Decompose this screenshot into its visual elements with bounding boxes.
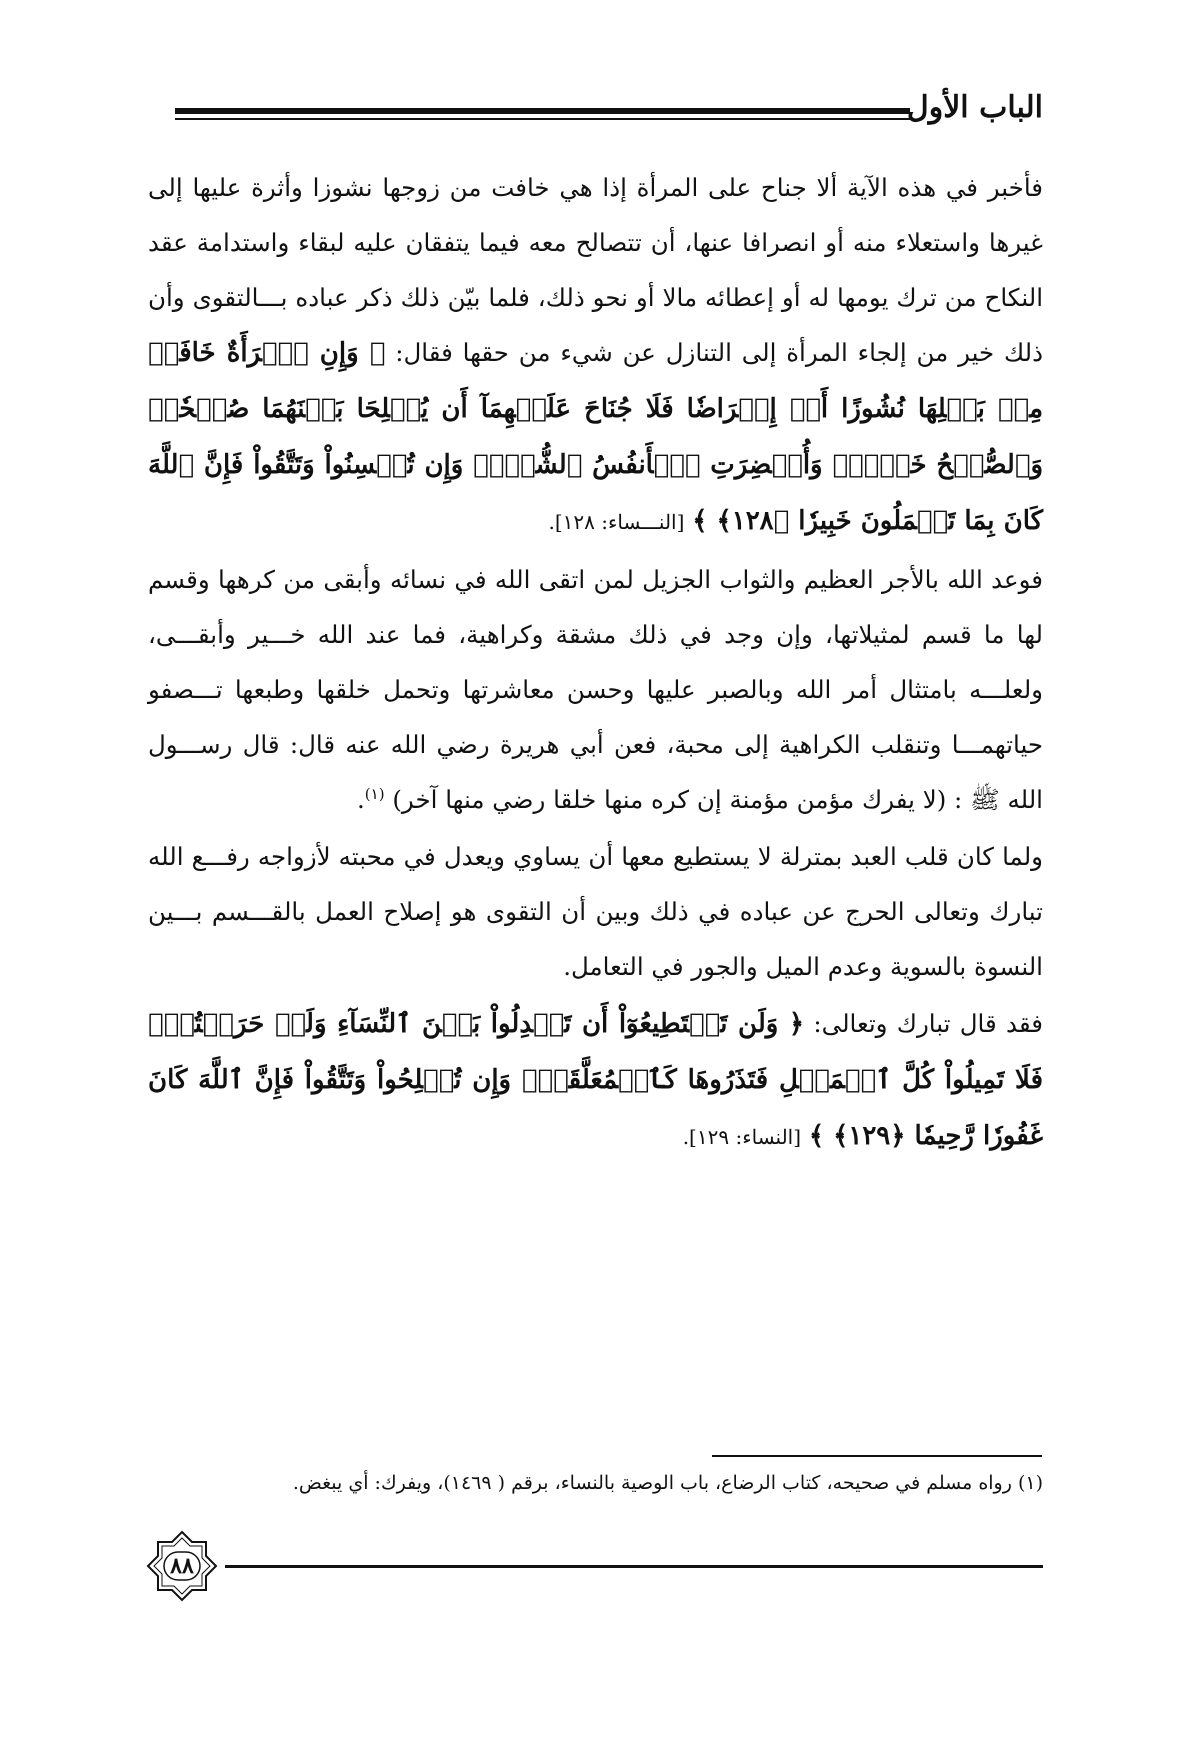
- chapter-title: الباب الأول: [906, 90, 1043, 125]
- paragraph-2: فوعد الله بالأجر العظيم والثواب الجزيل لمن اتقى الله في نسائه وأبقى من كرهها وقسم لها ما قسم لمثيلاتها، وإن وجد في ذلك مشقة وكراهية، فما عند الله خـــير وأبقـــى، ولعلـــه بامتثال أمر الله وبالصبر عليها وحسن معاشرتها وتحمل خلقها وطبعها تـــصفو حياتهمـــا وتنقلب الكراهية إلى محبة، فعن أبي هريرة رضي الله عنه قال: قال رســـول الله ﷺ : (لا يفرك مؤمن مؤمنة إن كره منها خلقا رضي منها آخر) $^{(١)}$.: [148, 565, 1043, 814]
- paragraph-3: [148, 829, 1043, 994]
- footnote-1: (١) رواه مسلم في صحيحه، كتاب الرضاع، باب الوصية بالنساء، برقم ( ١٤٦٩)، ويفرك: أي يبغض.: [292, 1472, 1043, 1494]
- paragraph-1: [148, 160, 1043, 550]
- page-number-badge: [146, 1530, 218, 1602]
- paragraph-1-text: فأخبر في هذه الآية ألا جناح على المرأة إذا هي خافت من زوجها نشوزا وأثرة عليها إلى غيرها واستعلاء منه أو انصرافا عنها، أن تتصالح معه فيما يتفقان عليه لبقاء واستدامة عقد النكاح من ترك يومها له أو إعطائه مالا أو نحو ذلك، فلما بيّن ذلك ذكر عباده بـــالتقوى وأن ذلك خير من إلجاء المرأة إلى التنازل عن شيء من حقها فقال:: [148, 173, 1043, 367]
- paragraph-4-text: فقد قال تبارك وتعالى:: [813, 1009, 1043, 1038]
- verse-reference-128: [النـــساء: ١٢٨].: [548, 510, 685, 534]
- paragraph-3-text: ولما كان قلب العبد بمترلة لا يستطيع معها أن يساوي ويعدل في محبته لأزواجه رفـــع الله تبارك وتعالى الحرج عن عباده في ذلك وبين أن التقوى هو إصلاح العمل بالقـــسم بـــين النسوة بالسوية وعدم الميل والجور في التعامل.: [148, 842, 1043, 981]
- footnote-marker[interactable]: (١): [364, 784, 385, 803]
- page-body: [148, 160, 1043, 1165]
- footer-rule: [225, 1565, 1043, 1568]
- header-rule-thin: [175, 118, 910, 120]
- paragraph-4: [148, 996, 1043, 1165]
- verse-reference-129: [النساء: ١٢٩].: [682, 1125, 802, 1149]
- quran-verse-128: ﴿ وَإِنِ ٱمۡرَأَةٌ خَافَتۡ مِنۢ بَعۡلِهَا نُشُوزًا أَوۡ إِعۡرَاضٗا فَلَا جُنَاحَ عَلَيۡهِمَآ أَن يُصۡلِحَا بَيۡنَهُمَا صُلۡحٗاۚ وَٱلصُّلۡحُ خَيۡرٞۗ وَأُحۡضِرَتِ ٱلۡأَنفُسُ ٱلشُّحَّۚ وَإِن تُحۡسِنُواْ وَتَتَّقُواْ فَإِنَّ ٱللَّهَ كَانَ بِمَا تَعۡمَلُونَ خَبِيرٗا ﴿١٢٨﴾ ﴾: [148, 338, 1043, 536]
- page-number: ٨٨: [170, 1553, 194, 1579]
- paragraph-2-text: فوعد الله بالأجر العظيم والثواب الجزيل لمن اتقى الله في نسائه وأبقى من كرهها وقسم لها ما قسم لمثيلاتها، وإن وجد في ذلك مشقة وكراهية، فما عند الله خـــير وأبقـــى، ولعلـــه بامتثال أمر الله وبالصبر عليها وحسن معاشرتها وتحمل خلقها وطبعها تـــصفو حياتهمـــا وتنقلب الكراهية إلى محبة، فعن أبي هريرة رضي الله عنه قال: قال رســـول الله ﷺ : (لا يفرك مؤمن مؤمنة إن كره منها خلقا رضي منها آخر): [148, 565, 1043, 814]
- quran-verse-129: ﴿ وَلَن تَسۡتَطِيعُوٓاْ أَن تَعۡدِلُواْ بَيۡنَ ٱلنِّسَآءِ وَلَوۡ حَرَصۡتُمۡۖ فَلَا تَمِيلُواْ كُلَّ ٱلۡمَيۡلِ فَتَذَرُوهَا كَٱلۡمُعَلَّقَةِۚ وَإِن تُصۡلِحُواْ وَتَتَّقُواْ فَإِنَّ ٱللَّهَ كَانَ غَفُورٗا رَّحِيمٗا ﴿١٢٩﴾ ﴾: [148, 1009, 1043, 1151]
- footnote-separator: [712, 1455, 1042, 1457]
- running-header: [175, 84, 1043, 144]
- header-rule: [175, 108, 910, 114]
